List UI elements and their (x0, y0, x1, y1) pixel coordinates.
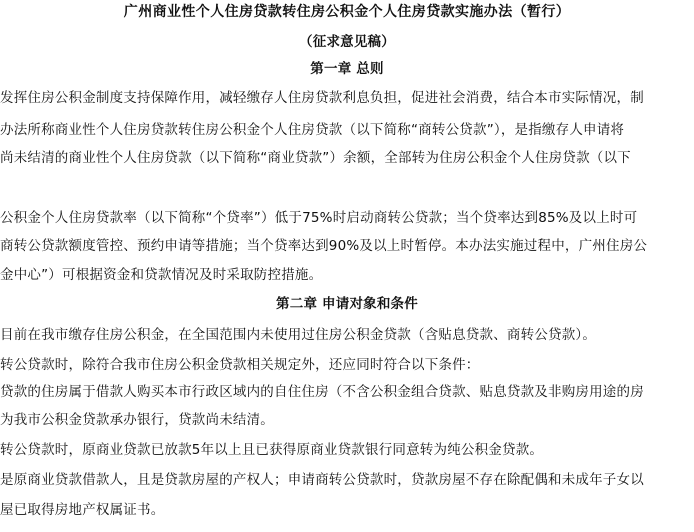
paragraph-line: 金中心”）可根据资金和贷款情况及时采取防控措施。 (0, 267, 323, 283)
paragraph-line: 贷款的住房属于借款人购买本市行政区域内的自住住房（不含公积金组合贷款、贴息贷款及非购房用途的房 (0, 384, 644, 400)
paragraph-line: 转公贷款时，原商业贷款已放款5年以上且已获得原商业贷款银行同意转为纯公积金贷款。 (0, 442, 544, 458)
document-title: 广州商业性个人住房贷款转住房公积金个人住房贷款实施办法（暂行） (123, 4, 571, 20)
paragraph-line: 公积金个人住房贷款率（以下简称“个贷率”）低于75%时启动商转公贷款；当个贷率达到85%及以上时可 (0, 210, 638, 226)
document-subtitle: （征求意见稿） (299, 34, 395, 50)
paragraph-line: 转公贷款时，除符合我市住房公积金贷款相关规定外，还应同时符合以下条件： (0, 357, 480, 373)
chapter-2-heading: 第二章 申请对象和条件 (276, 296, 418, 312)
paragraph-line: 为我市公积金贷款承办银行，贷款尚未结清。 (0, 412, 274, 428)
paragraph-line: 尚未结清的商业性个人住房贷款（以下简称“商业贷款”）余额，全部转为住房公积金个人住房贷款（以下 (0, 150, 631, 166)
paragraph-line: 是原商业贷款借款人，且是贷款房屋的产权人；申请商转公贷款时，贷款房屋不存在除配偶和未成年子女以 (0, 472, 644, 488)
paragraph-line: 屋已取得房地产权属证书。 (0, 502, 165, 518)
paragraph-line: 发挥住房公积金制度支持保障作用，减轻缴存人住房贷款利息负担，促进社会消费，结合本市实际情况，制 (0, 90, 644, 106)
chapter-1-heading: 第一章 总则 (310, 61, 384, 77)
paragraph-line: 目前在我市缴存住房公积金，在全国范围内未使用过住房公积金贷款（含贴息贷款、商转公贷款）。 (0, 327, 597, 343)
paragraph-line: 办法所称商业性个人住房贷款转住房公积金个人住房贷款（以下简称“商转公贷款”），是指缴存人申请将 (0, 122, 625, 138)
paragraph-line: 商转公贷款额度管控、预约申请等措施；当个贷率达到90%及以上时暂停。本办法实施过程中，广州住房公 (0, 238, 648, 254)
